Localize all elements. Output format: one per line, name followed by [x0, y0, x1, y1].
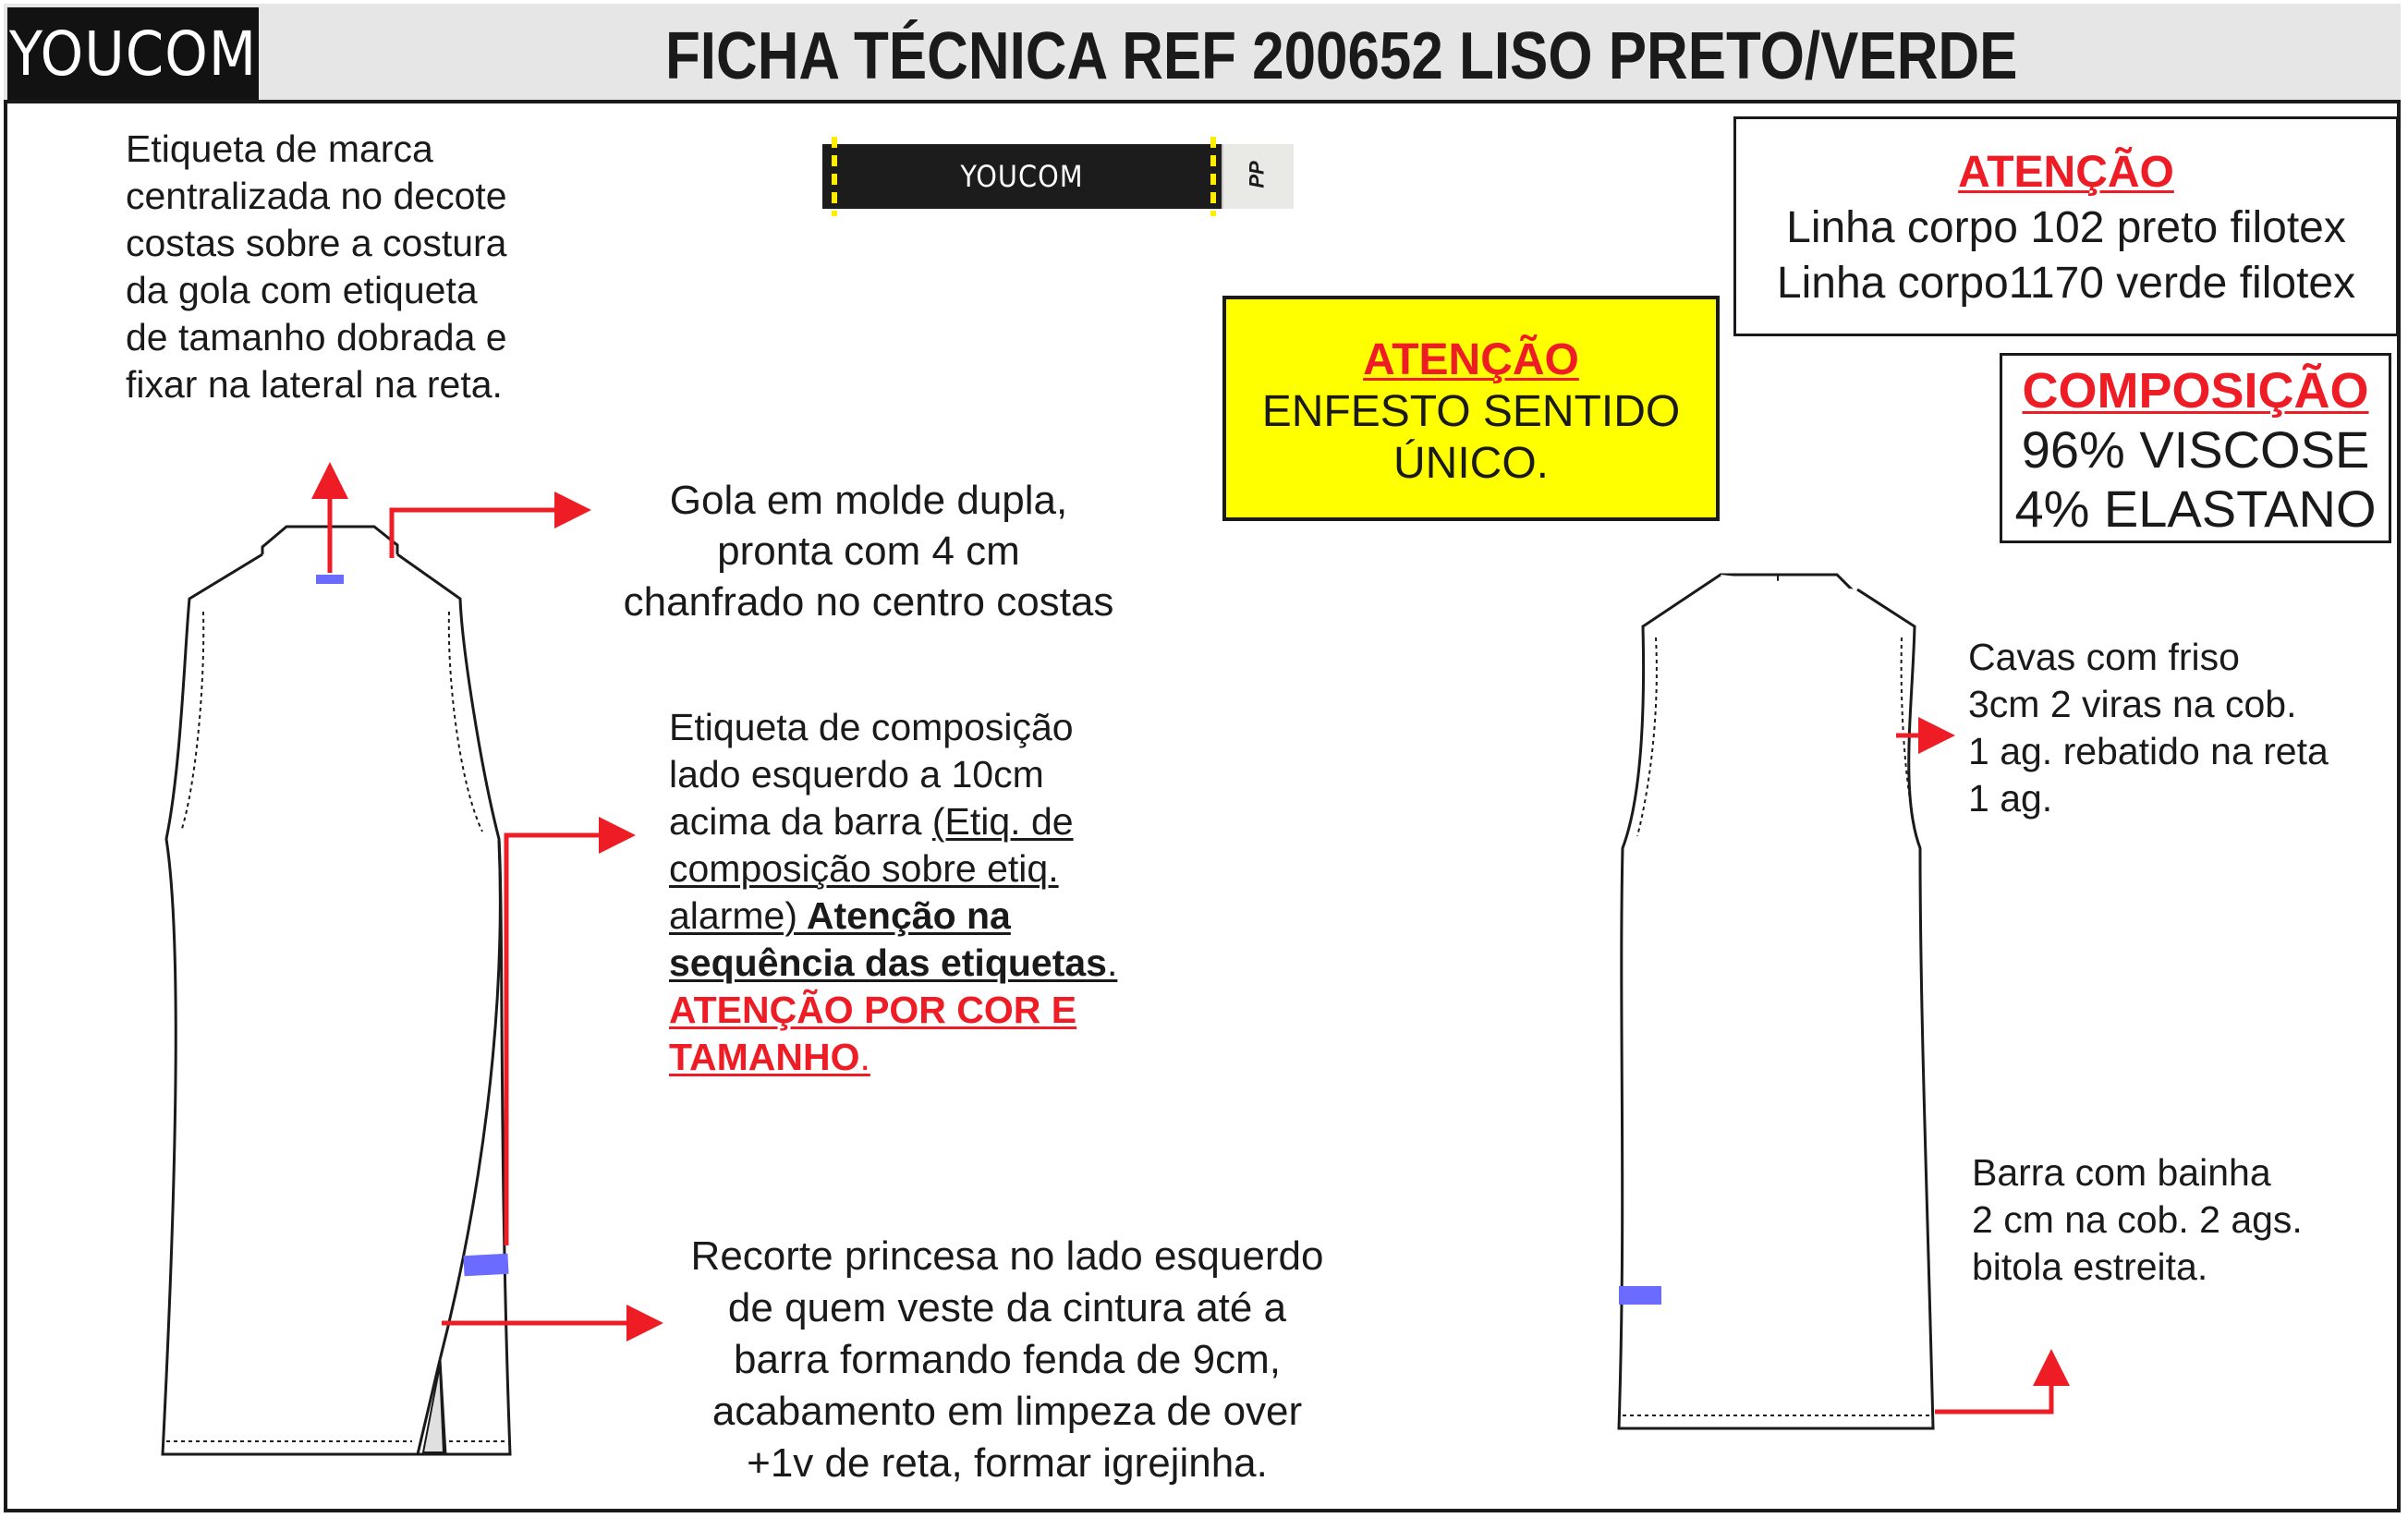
attention-line: ENFESTO SENTIDO [1261, 387, 1681, 436]
arrow-collar [392, 510, 582, 558]
attention-line: Linha corpo1170 verde filotex [1776, 259, 2356, 308]
composition-note-text: acima da barra [669, 800, 932, 843]
composition-label-marker [463, 1254, 508, 1276]
back-dress-sketch [1619, 575, 1933, 1428]
composition-note-line: Etiqueta de composição [669, 706, 1074, 748]
composition-note-bold: sequência das etiquetas [669, 941, 1107, 984]
composition-note-line: composição sobre etiq. [669, 847, 1059, 890]
page-title: FICHA TÉCNICA REF 200652 LISO PRETO/VERDE [664, 19, 2018, 93]
composition-title: COMPOSIÇÃO [2022, 363, 2369, 419]
composition-note-underlined: (Etiq. de [931, 800, 1074, 843]
composition-line: 96% VISCOSE [2021, 420, 2370, 479]
attention-line: ÚNICO. [1393, 439, 1549, 488]
attention-title: ATENÇÃO [1958, 148, 2174, 197]
composition-note-bold: Atenção na [797, 894, 1011, 937]
arrow-composition-label [506, 835, 626, 1245]
composition-note-warning: TAMANHO [669, 1036, 860, 1078]
arrow-hem [1935, 1358, 2051, 1412]
back-composition-label-marker [1619, 1286, 1661, 1305]
princess-seam-note: Recorte princesa no lado esquerdo de quem veste da cintura até a barra formando fenda de 9cm, acabamento em limpeza de over +1v de reta, formar igrejinha. [690, 1233, 1324, 1486]
composition-line: 4% ELASTANO [2014, 480, 2377, 538]
composition-note-warning: ATENÇÃO POR COR E [669, 989, 1077, 1031]
composition-note-line: lado esquerdo a 10cm [669, 753, 1044, 795]
collar-note: Gola em molde dupla, pronta com 4 cm chanfrado no centro costas [623, 478, 1114, 625]
brand-label-logo: YOUCOM [822, 144, 1222, 209]
armhole-note: Cavas com friso 3cm 2 viras na cob. 1 ag. rebatido na reta 1 ag. [1968, 636, 2329, 820]
brand-label-note: Etiqueta de marca centralizada no decote costas sobre a costura da gola com etiqueta de tamanho dobrada e fixar na lateral na reta. [126, 128, 507, 406]
brand-logo: YOUCOM [7, 7, 259, 100]
composition-note-text: . [859, 1036, 870, 1078]
hem-note: Barra com bainha 2 cm na cob. 2 ags. bitola estreita. [1972, 1151, 2303, 1288]
size-label-text: PP [1245, 161, 1269, 188]
composition-note-text: . [1106, 941, 1118, 984]
brand-label-marker [316, 575, 344, 584]
attention-title: ATENÇÃO [1363, 335, 1579, 384]
attention-line: Linha corpo 102 preto filotex [1786, 203, 2346, 252]
front-dress-sketch [163, 527, 510, 1454]
composition-note-underlined: alarme) [669, 894, 797, 937]
